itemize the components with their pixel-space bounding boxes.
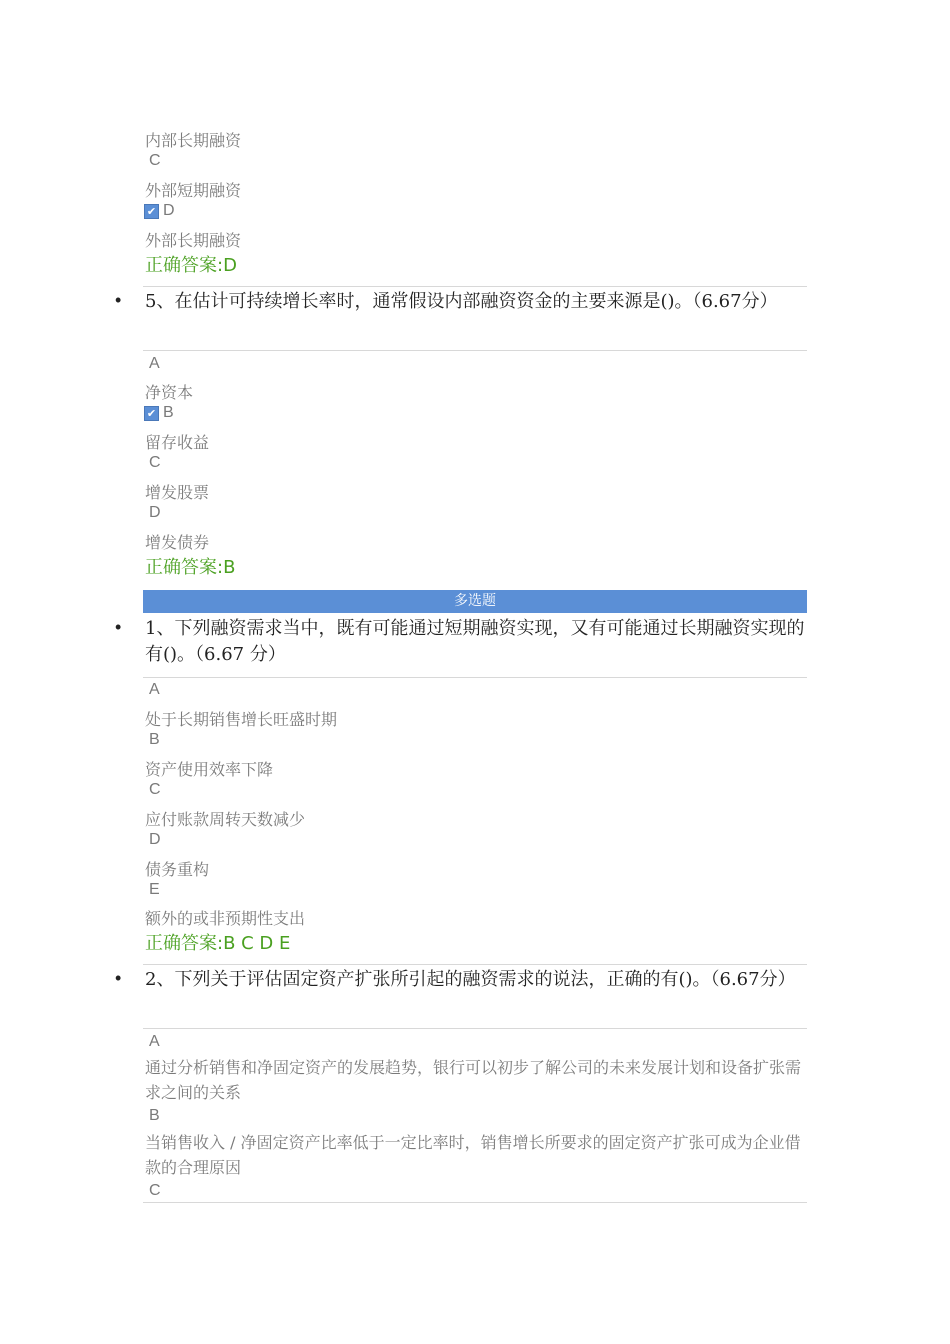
option-letter: B (149, 1107, 160, 1124)
option-text: 内部长期融资 (145, 131, 242, 150)
option-letter: E (149, 881, 160, 898)
correct-answer: 正确答案:B (145, 557, 236, 578)
option-letter: C (149, 454, 161, 471)
option-letter: B (149, 731, 160, 748)
option-text: 资产使用效率下降 (145, 760, 274, 779)
option-letter: D (163, 202, 175, 219)
option-letter: B (163, 404, 174, 421)
option-letter: A (149, 355, 160, 372)
option-text: 当销售收入 / 净固定资产比率低于一定比率时，销售增长所要求的固定资产扩张可成为企业借款的合理原因 (145, 1133, 801, 1177)
option-letter: A (149, 681, 160, 698)
question-text: 1、下列融资需求当中，既有可能通过短期融资实现，又有可能通过长期融资实现的有()。（6.67 分） (145, 618, 805, 665)
divider (143, 1028, 807, 1029)
question-text: 5、在估计可持续增长率时，通常假设内部融资资金的主要来源是()。（6.67分） (145, 291, 778, 312)
divider (143, 286, 807, 287)
option-text: 增发股票 (145, 483, 210, 502)
option-text: 处于长期销售增长旺盛时期 (145, 710, 338, 729)
bullet: • (115, 617, 122, 637)
question-text: 2、下列关于评估固定资产扩张所引起的融资需求的说法，正确的有()。（6.67分） (145, 969, 796, 990)
correct-answer: 正确答案:D (145, 255, 237, 276)
option-text: 增发债券 (145, 533, 210, 552)
option-text: 留存收益 (145, 433, 210, 452)
option-letter: C (149, 1182, 161, 1199)
bullet: • (115, 968, 122, 988)
divider (143, 350, 807, 351)
option-letter: C (149, 152, 161, 169)
option-letter: C (149, 781, 161, 798)
option-text: 债务重构 (145, 860, 210, 879)
checkmark-icon[interactable]: ✔ (144, 406, 159, 421)
divider (143, 677, 807, 678)
option-text: 额外的或非预期性支出 (145, 909, 306, 928)
option-letter: D (149, 504, 161, 521)
section-header: 多选题 (143, 590, 807, 613)
bullet: • (115, 290, 122, 310)
option-text: 净资本 (145, 383, 194, 402)
divider (143, 964, 807, 965)
option-text: 外部短期融资 (145, 181, 242, 200)
checkmark-icon[interactable]: ✔ (144, 204, 159, 219)
divider (143, 1202, 807, 1203)
option-letter: D (149, 831, 161, 848)
option-text: 通过分析销售和净固定资产的发展趋势，银行可以初步了解公司的未来发展计划和设备扩张需求之间的关系 (145, 1058, 802, 1102)
option-text: 应付账款周转天数减少 (145, 810, 306, 829)
option-text: 外部长期融资 (145, 231, 242, 250)
option-letter: A (149, 1033, 160, 1050)
correct-answer: 正确答案:B C D E (145, 933, 291, 954)
